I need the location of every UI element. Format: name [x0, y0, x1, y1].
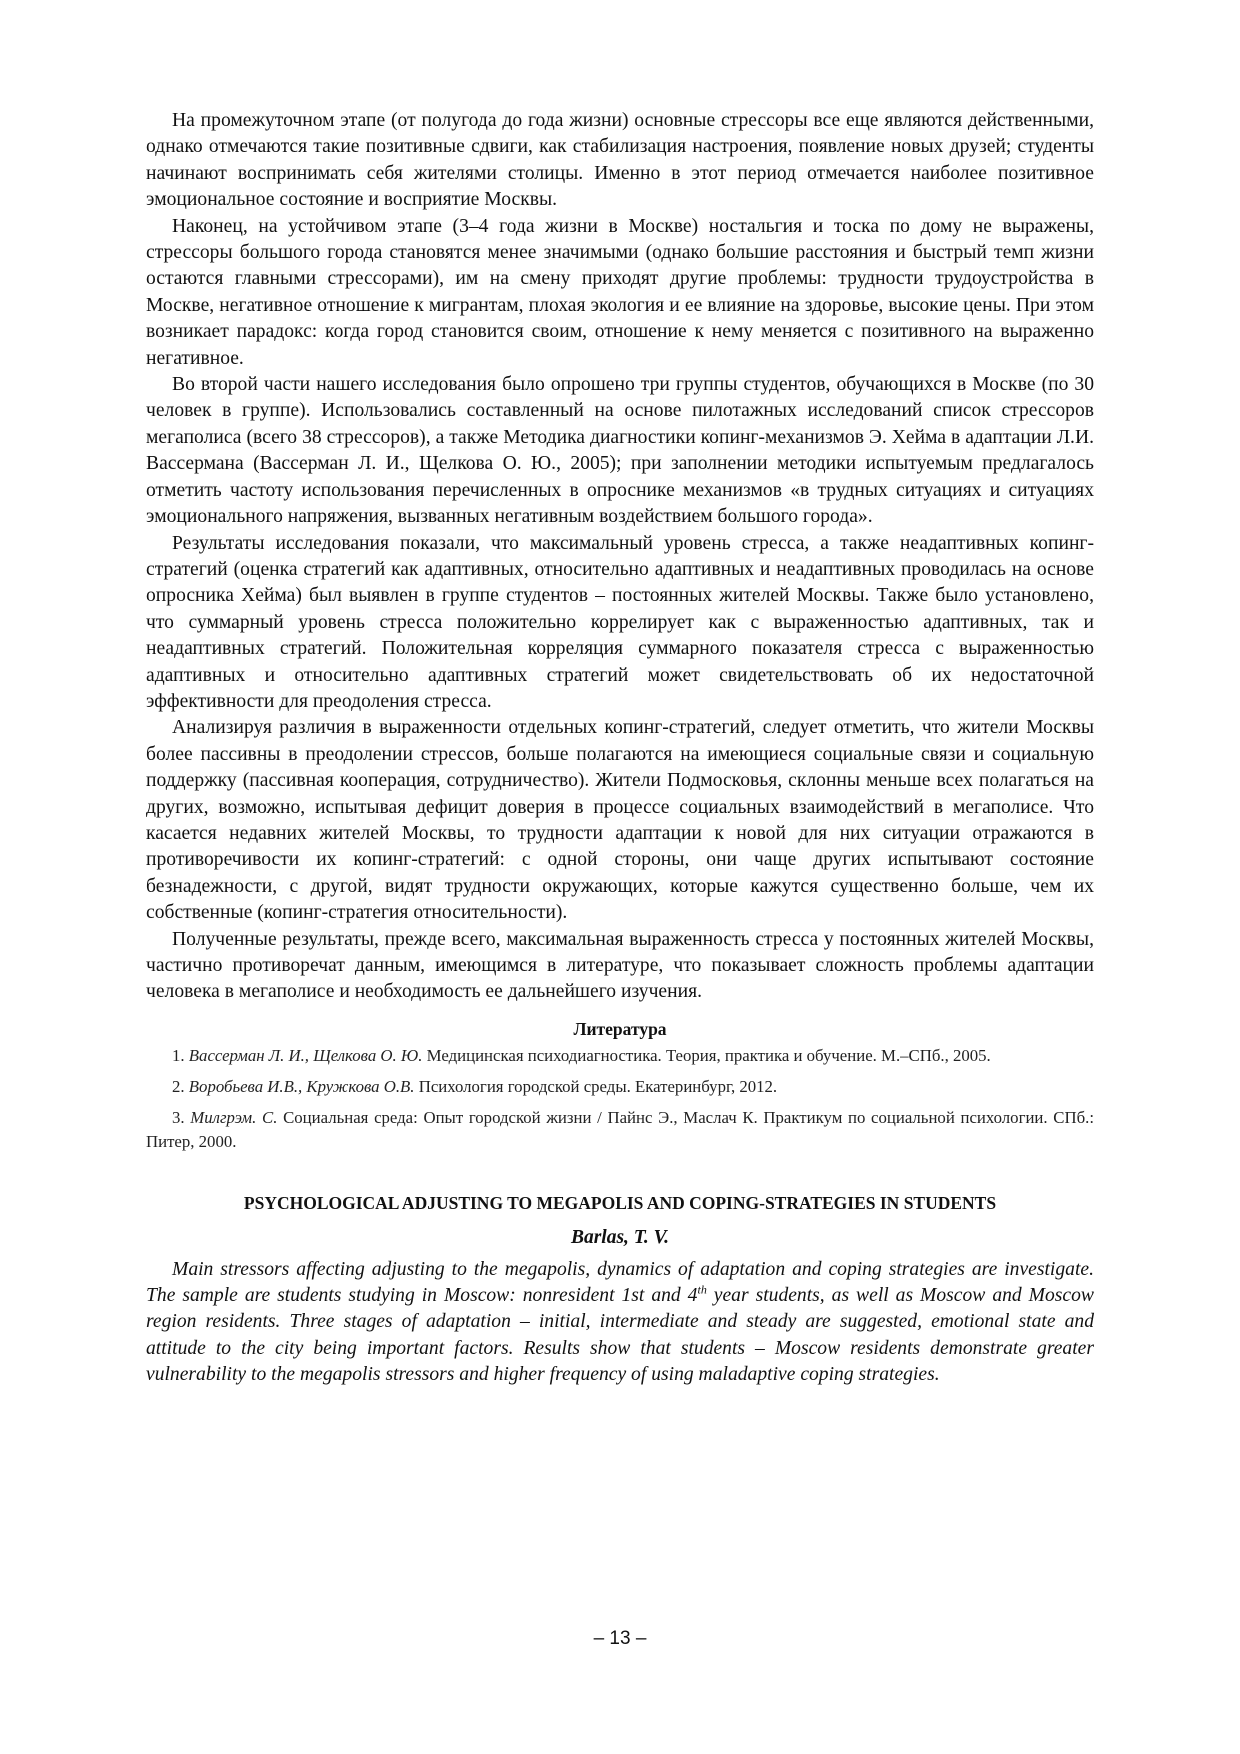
page-content [146, 108, 1094, 1389]
abstract-superscript: th [697, 1282, 707, 1297]
page-number: – 13 – [593, 1628, 647, 1649]
body-paragraph: Полученные результаты, прежде всего, максимальная выраженность стресса у постоянных жителей Москвы, частично противоречат данным, имеющимся в литературе, что показывает сложность проблемы адаптации человека в мегаполисе и необходимость ее дальнейшего изучения. [146, 928, 1094, 1003]
reference-authors: Вассерман Л. И., Щелкова О. Ю. [188, 1045, 423, 1065]
abstract-text-part2: year students, as well as Moscow and Moscow region residents. Three stages of adaptation – initial, intermediate and steady are suggested, emotional state and attitude to the city being important factors. Results show that students – Moscow residents demonstrate greater vulnerability to the megapolis stressors and higher frequency of using maladaptive coping strategies. [146, 1285, 1094, 1386]
english-title: PSYCHOLOGICAL ADJUSTING TO MEGAPOLIS AND COPING-STRATEGIES IN STUDENTS [243, 1192, 997, 1213]
body-paragraph: На промежуточном этапе (от полугода до года жизни) основные стрессоры все еще являются действенными, однако отмечаются такие позитивные сдвиги, как стабилизация настроения, появление новых друзей; студенты начинают воспринимать себя жителями столицы. Именно в этот период отмечается наиболее позитивное эмоциональное состояние и восприятие Москвы. [146, 110, 1094, 211]
body-paragraph: Наконец, на устойчивом этапе (3–4 года жизни в Москве) ностальгия и тоска по дому не выражены, стрессоры большого города становятся менее значимыми (однако большие расстояния и быстрый темп жизни остаются главными стрессорами), им на смену приходят другие проблемы: трудности трудоустройства в Москве, негативное отношение к мигрантам, плохая экология и ее влияние на здоровье, высокие цены. При этом возникает парадокс: когда город становится своим, отношение к нему меняется с позитивного на выраженно негативное. [146, 215, 1094, 369]
body-paragraph: Результаты исследования показали, что максимальный уровень стресса, а также неадаптивных копинг-стратегий (оценка стратегий как адаптивных, относительно адаптивных и неадаптивных проводилась на основе опросника Хейма) был выявлен в группе студентов – постоянных жителей Москвы. Также было установлено, что суммарный уровень стресса положительно коррелирует как с выраженностью адаптивных, так и неадаптивных стратегий. Положительная корреляция суммарного показателя стресса с выраженностью адаптивных и относительно адаптивных стратегий может свидетельствовать об их недостаточной эффективности для преодоления стресса. [146, 532, 1094, 712]
english-author: Barlas, T. V. [570, 1226, 670, 1248]
reference-item [146, 1075, 1094, 1099]
abstract-text-part1: Main stressors affecting adjusting to the megapolis, dynamics of adaptation and coping strategies are investigate. The sample are students studying in Moscow: nonresident 1st and 4 [146, 1258, 1094, 1307]
reference-item [146, 1106, 1094, 1154]
reference-text: Социальная среда: Опыт городской жизни / Пайнс Э., Маслач К. Практикум по социальной психологии. СПб.: Питер, 2000. [146, 1108, 1094, 1152]
english-abstract [146, 1257, 1094, 1389]
reference-item [146, 1044, 1094, 1068]
reference-authors: Воробьева И.В., Кружкова О.В. [188, 1077, 415, 1097]
reference-text: Психология городской среды. Екатеринбург, 2012. [418, 1077, 778, 1097]
reference-authors: Милгрэм. С. [190, 1108, 278, 1128]
reference-number: 1. [172, 1045, 185, 1065]
reference-text: Медицинская психодиагностика. Теория, практика и обучение. М.–СПб., 2005. [426, 1045, 991, 1065]
references-heading: Литература [573, 1018, 667, 1039]
reference-number: 2. [172, 1077, 185, 1097]
body-paragraph: Анализируя различия в выраженности отдельных копинг-стратегий, следует отметить, что жители Москвы более пассивны в преодолении стрессов, больше полагаются на имеющиеся социальные связи и социальную поддержку (пассивная кооперация, сотрудничество). Жители Подмосковья, склонны меньше всех полагаться на других, возможно, испытывая дефицит доверия в процессе социальных взаимодействий в мегаполисе. Что касается недавних жителей Москвы, то трудности адаптации к новой для них ситуации отражаются в противоречивости их копинг-стратегий: с одной стороны, они чаще других испытывают состояние безнадежности, с другой, видят трудности окружающих, которые кажутся существенно больше, чем их собственные (копинг-стратегия относительности). [146, 717, 1094, 924]
reference-number: 3. [172, 1108, 185, 1128]
body-paragraph: Во второй части нашего исследования было опрошено три группы студентов, обучающихся в Москве (по 30 человек в группе). Использовались составленный на основе пилотажных исследований список стрессоров мегаполиса (всего 38 стрессоров), а также Методика диагностики копинг-механизмов Э. Хейма в адаптации Л.И. Вассермана (Вассерман Л. И., Щелкова О. Ю., 2005); при заполнении методики испытуемым предлагалось отметить частоту использования перечисленных в опроснике механизмов «в трудных ситуациях и ситуациях эмоционального напряжения, вызванных негативным воздействием большого города». [146, 374, 1094, 528]
